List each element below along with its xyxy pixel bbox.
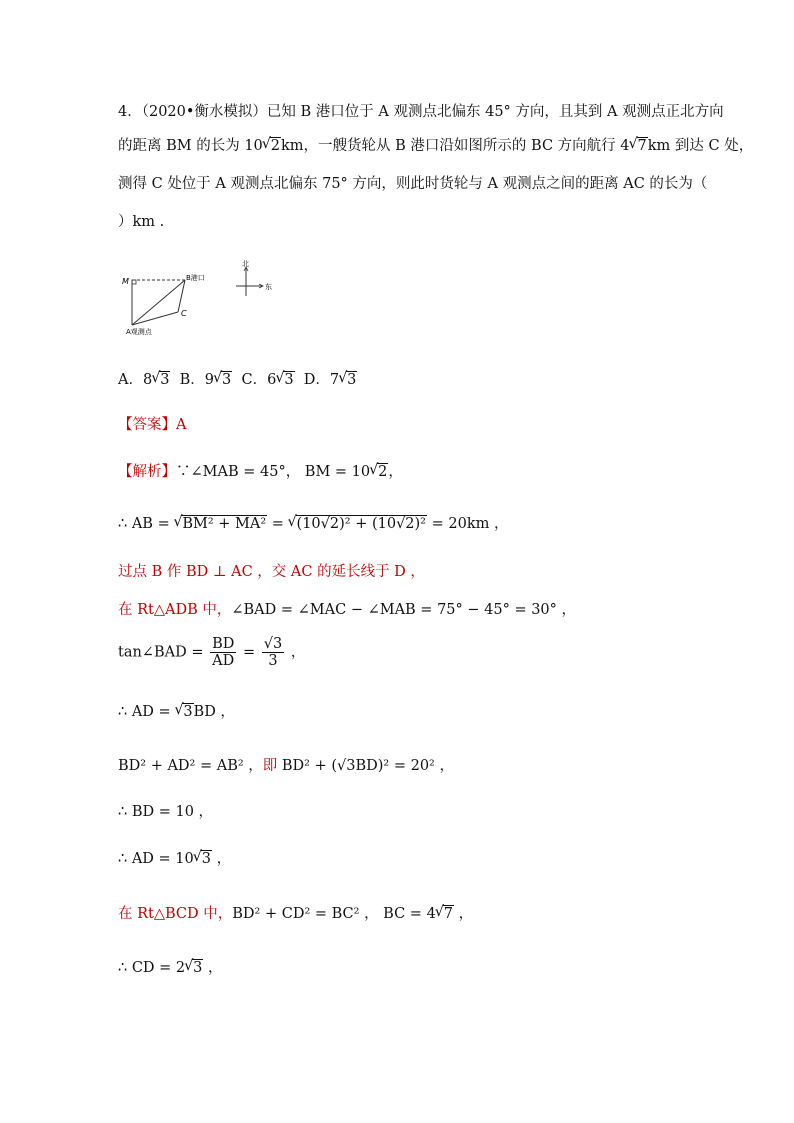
solution-line-10: 在 Rt△BCD 中，BD² + CD² = BC² ， BC = 4√ 7 ，	[118, 902, 473, 923]
solution-line-3: 过点 B 作 BD ⊥ AC ，交 AC 的延长线于 D ，	[118, 564, 425, 580]
solution-line-7: BD² + AD² = AB² ，即 BD² + (√3BD)² = 20² ，	[118, 758, 454, 774]
fraction-bd-ad: $\frac{BD}{AD}$	[212, 636, 235, 669]
segment-AB	[132, 280, 185, 325]
right-angle-mark	[132, 280, 136, 284]
label-C: C	[181, 309, 187, 318]
label-north: 北	[242, 260, 249, 268]
solution-line-2: ∴ AB = √ BM² + MA² = √ (10√2)² + (10√2)² = 20km ，	[118, 512, 508, 533]
fraction-root3-3: $\frac{√3}{3}$	[263, 636, 283, 669]
option-c: C．6√ 3	[242, 372, 295, 388]
label-B: B港口	[186, 274, 205, 282]
answer-line: 【答案】A	[118, 417, 187, 433]
question-line-1: 4．（2020•衡水模拟）已知 B 港口位于 A 观测点北偏东 45° 方向，且其到 A 观测点正北方向	[118, 104, 724, 120]
label-A: A观测点	[126, 328, 152, 336]
option-a: A．8√ 3	[118, 372, 170, 388]
solution-line-9: ∴ AD = 10√ 3 ，	[118, 847, 231, 868]
question-line-4: ）km .	[118, 214, 165, 230]
solution-line-11: ∴ CD = 2√ 3 ，	[118, 956, 223, 977]
label-east: 东	[265, 283, 272, 291]
question-line-3: 测得 C 处位于 A 观测点北偏东 75° 方向，则此时货轮与 A 观测点之间的距离 AC 的长为（	[118, 176, 708, 192]
option-d: D．7√ 3	[304, 372, 358, 388]
solution-line-6: ∴ AD = √ 3BD ，	[118, 700, 235, 721]
option-b: B．9√ 3	[180, 372, 233, 388]
label-M: M	[122, 277, 129, 286]
solution-line-8: ∴ BD = 10 ，	[118, 804, 214, 820]
geometry-figure	[118, 258, 288, 342]
options-line	[118, 368, 357, 389]
solution-line-4: 在 Rt△ADB 中，∠BAD = ∠MAC − ∠MAB = 75° − 45° = 30° ，	[118, 602, 577, 618]
question-line-2: 的距离 BM 的长为 10√ 2km，一艘货轮从 B 港口沿如图所示的 BC 方向航行 4√ 7km 到达 C 处，	[118, 134, 753, 155]
solution-line-1: 【解析】∵∠MAB = 45°， BM = 10√ 2，	[118, 460, 403, 481]
solution-line-5: tan∠BAD = $\frac{BD}{AD}$ = $\frac{√3}{3}$ ，	[118, 636, 306, 669]
